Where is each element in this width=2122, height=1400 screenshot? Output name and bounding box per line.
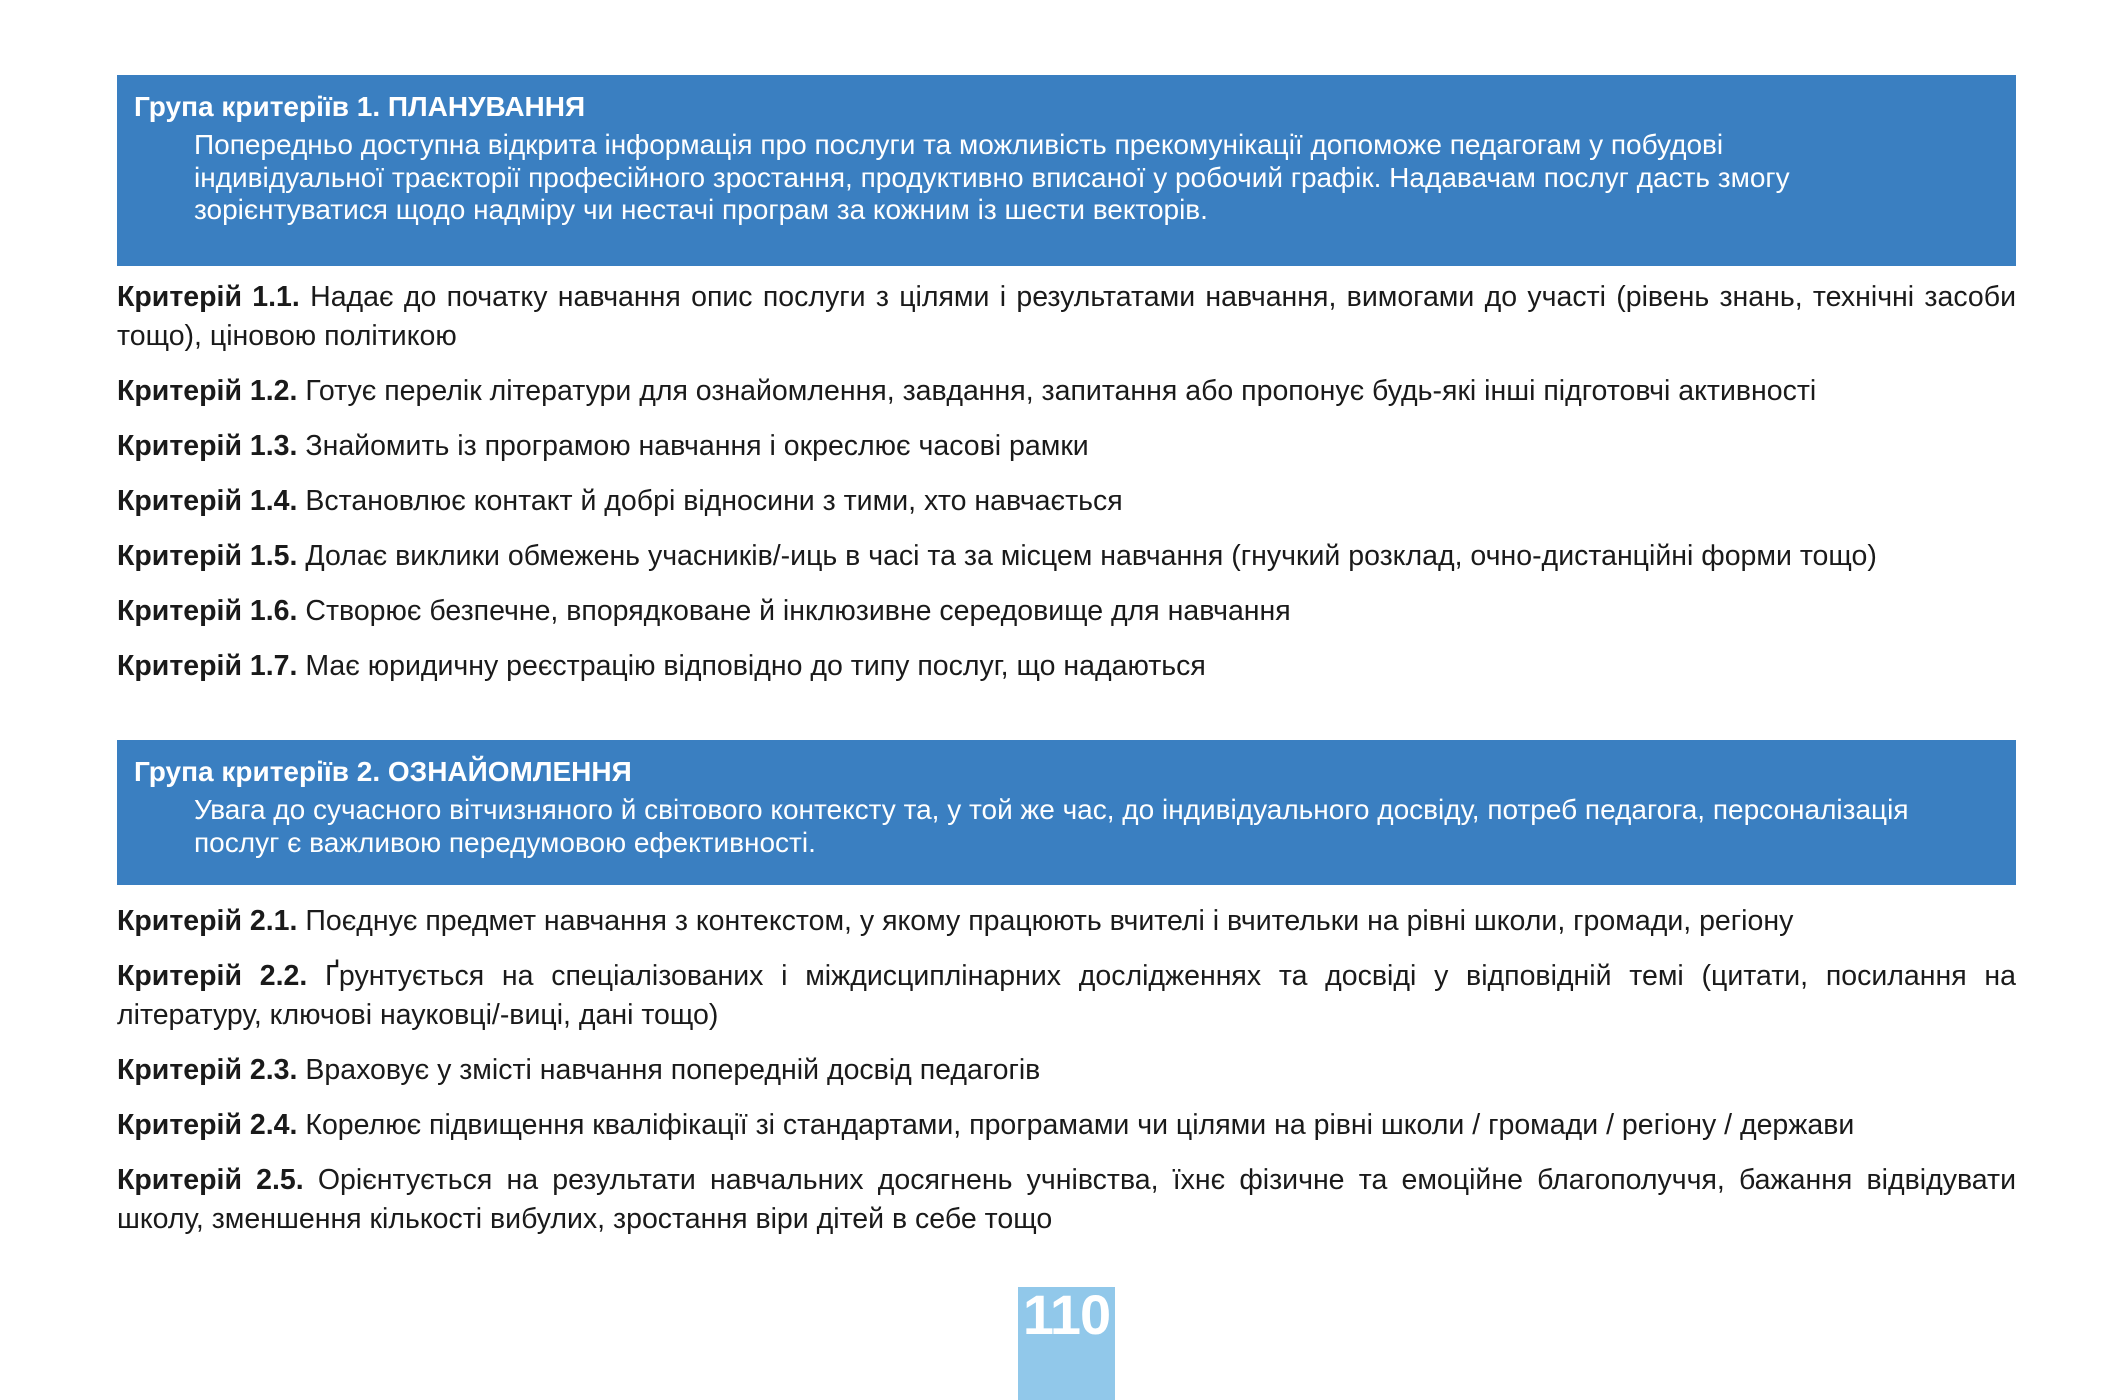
criterion-text: Орієнтується на результати навчальних досягнень учнівства, їхнє фізичне та емоційне благополуччя, бажання відвідувати школу, зменшення кількості вибулих, зростання віри дітей в себе тощо: [117, 1164, 2017, 1235]
group-1-criteria-list: [117, 278, 2016, 702]
criterion-text: Корелює підвищення кваліфікації зі стандартами, програмами чи цілями на рівні школи / громади / регіону / держави: [305, 1109, 1855, 1141]
criterion-2-1: [117, 902, 2016, 941]
criterion-number: Критерій 2.1.: [117, 905, 298, 937]
criterion-number: Критерій 1.2.: [117, 375, 298, 407]
criterion-text: Створює безпечне, впорядковане й інклюзивне середовище для навчання: [305, 595, 1291, 627]
criterion-1-7: [117, 647, 2016, 686]
group-1-header: [117, 75, 2016, 266]
criterion-1-2: [117, 372, 2016, 411]
criterion-1-1: [117, 278, 2016, 356]
group-2-criteria-list: [117, 902, 2016, 1255]
criterion-number: Критерій 2.3.: [117, 1054, 298, 1086]
criterion-text: Поєднує предмет навчання з контекстом, у якому працюють вчителі і вчительки на рівні школи, громади, регіону: [305, 905, 1794, 937]
criterion-1-3: [117, 427, 2016, 466]
criterion-number: Критерій 2.5.: [117, 1164, 304, 1196]
group-2-description: Увага до сучасного вітчизняного й світового контексту та, у той же час, до індивідуального досвіду, потреб педагога, персоналізація послуг є важливою передумовою ефективності.: [194, 794, 1909, 858]
criterion-2-3: [117, 1051, 2016, 1090]
criterion-number: Критерій 1.3.: [117, 430, 298, 462]
criterion-number: Критерій 1.7.: [117, 650, 298, 682]
group-1-description: Попередньо доступна відкрита інформація про послуги та можливість прекомунікації допоможе педагогам у побудові індивідуальної траєкторії професійного зростання, продуктивно вписаної у робочий графік. Надавачам послуг дасть змогу зорієнтуватися щодо надміру чи нестачі програм за кожним із шести векторів.: [194, 129, 1790, 225]
criterion-number: Критерій 1.5.: [117, 540, 298, 572]
criterion-number: Критерій 1.1.: [117, 281, 300, 313]
criterion-1-6: [117, 592, 2016, 631]
criterion-text: Враховує у змісті навчання попередній досвід педагогів: [305, 1054, 1041, 1086]
criterion-1-5: [117, 537, 2016, 576]
criterion-number: Критерій 1.4.: [117, 485, 298, 517]
criterion-1-4: [117, 482, 2016, 521]
criterion-2-2: [117, 957, 2016, 1035]
criterion-number: Критерій 1.6.: [117, 595, 298, 627]
page-number-tab: [1018, 1283, 1115, 1400]
criterion-text: Долає виклики обмежень учасників/-иць в часі та за місцем навчання (гнучкий розклад, очно-дистанційні форми тощо): [305, 540, 1877, 572]
criterion-2-5: [117, 1161, 2016, 1239]
criterion-number: Критерій 2.2.: [117, 960, 308, 992]
criterion-number: Критерій 2.4.: [117, 1109, 298, 1141]
criterion-text: Має юридичну реєстрацію відповідно до типу послуг, що надаються: [305, 650, 1206, 682]
group-2-title: Група критеріїв 2. ОЗНАЙОМЛЕННЯ: [134, 756, 632, 787]
criterion-2-4: [117, 1106, 2016, 1145]
criterion-text: Встановлює контакт й добрі відносини з тими, хто навчається: [305, 485, 1123, 517]
criterion-text: Ґрунтується на спеціалізованих і міждисциплінарних дослідженнях та досвіді у відповідній темі (цитати, посилання на літературу, ключові науковці/-виці, дані тощо): [117, 960, 2016, 1031]
criterion-text: Надає до початку навчання опис послуги з цілями і результатами навчання, вимогами до участі (рівень знань, технічні засоби тощо), ціновою політикою: [117, 281, 2016, 352]
group-1-title: Група критеріїв 1. ПЛАНУВАННЯ: [134, 91, 586, 122]
page-number: 110: [1022, 1283, 1111, 1346]
group-2-header: [117, 740, 2016, 885]
criterion-text: Готує перелік літератури для ознайомлення, завдання, запитання або пропонує будь-які інші підготовчі активності: [305, 375, 1817, 407]
criterion-text: Знайомить із програмою навчання і окреслює часові рамки: [305, 430, 1089, 462]
